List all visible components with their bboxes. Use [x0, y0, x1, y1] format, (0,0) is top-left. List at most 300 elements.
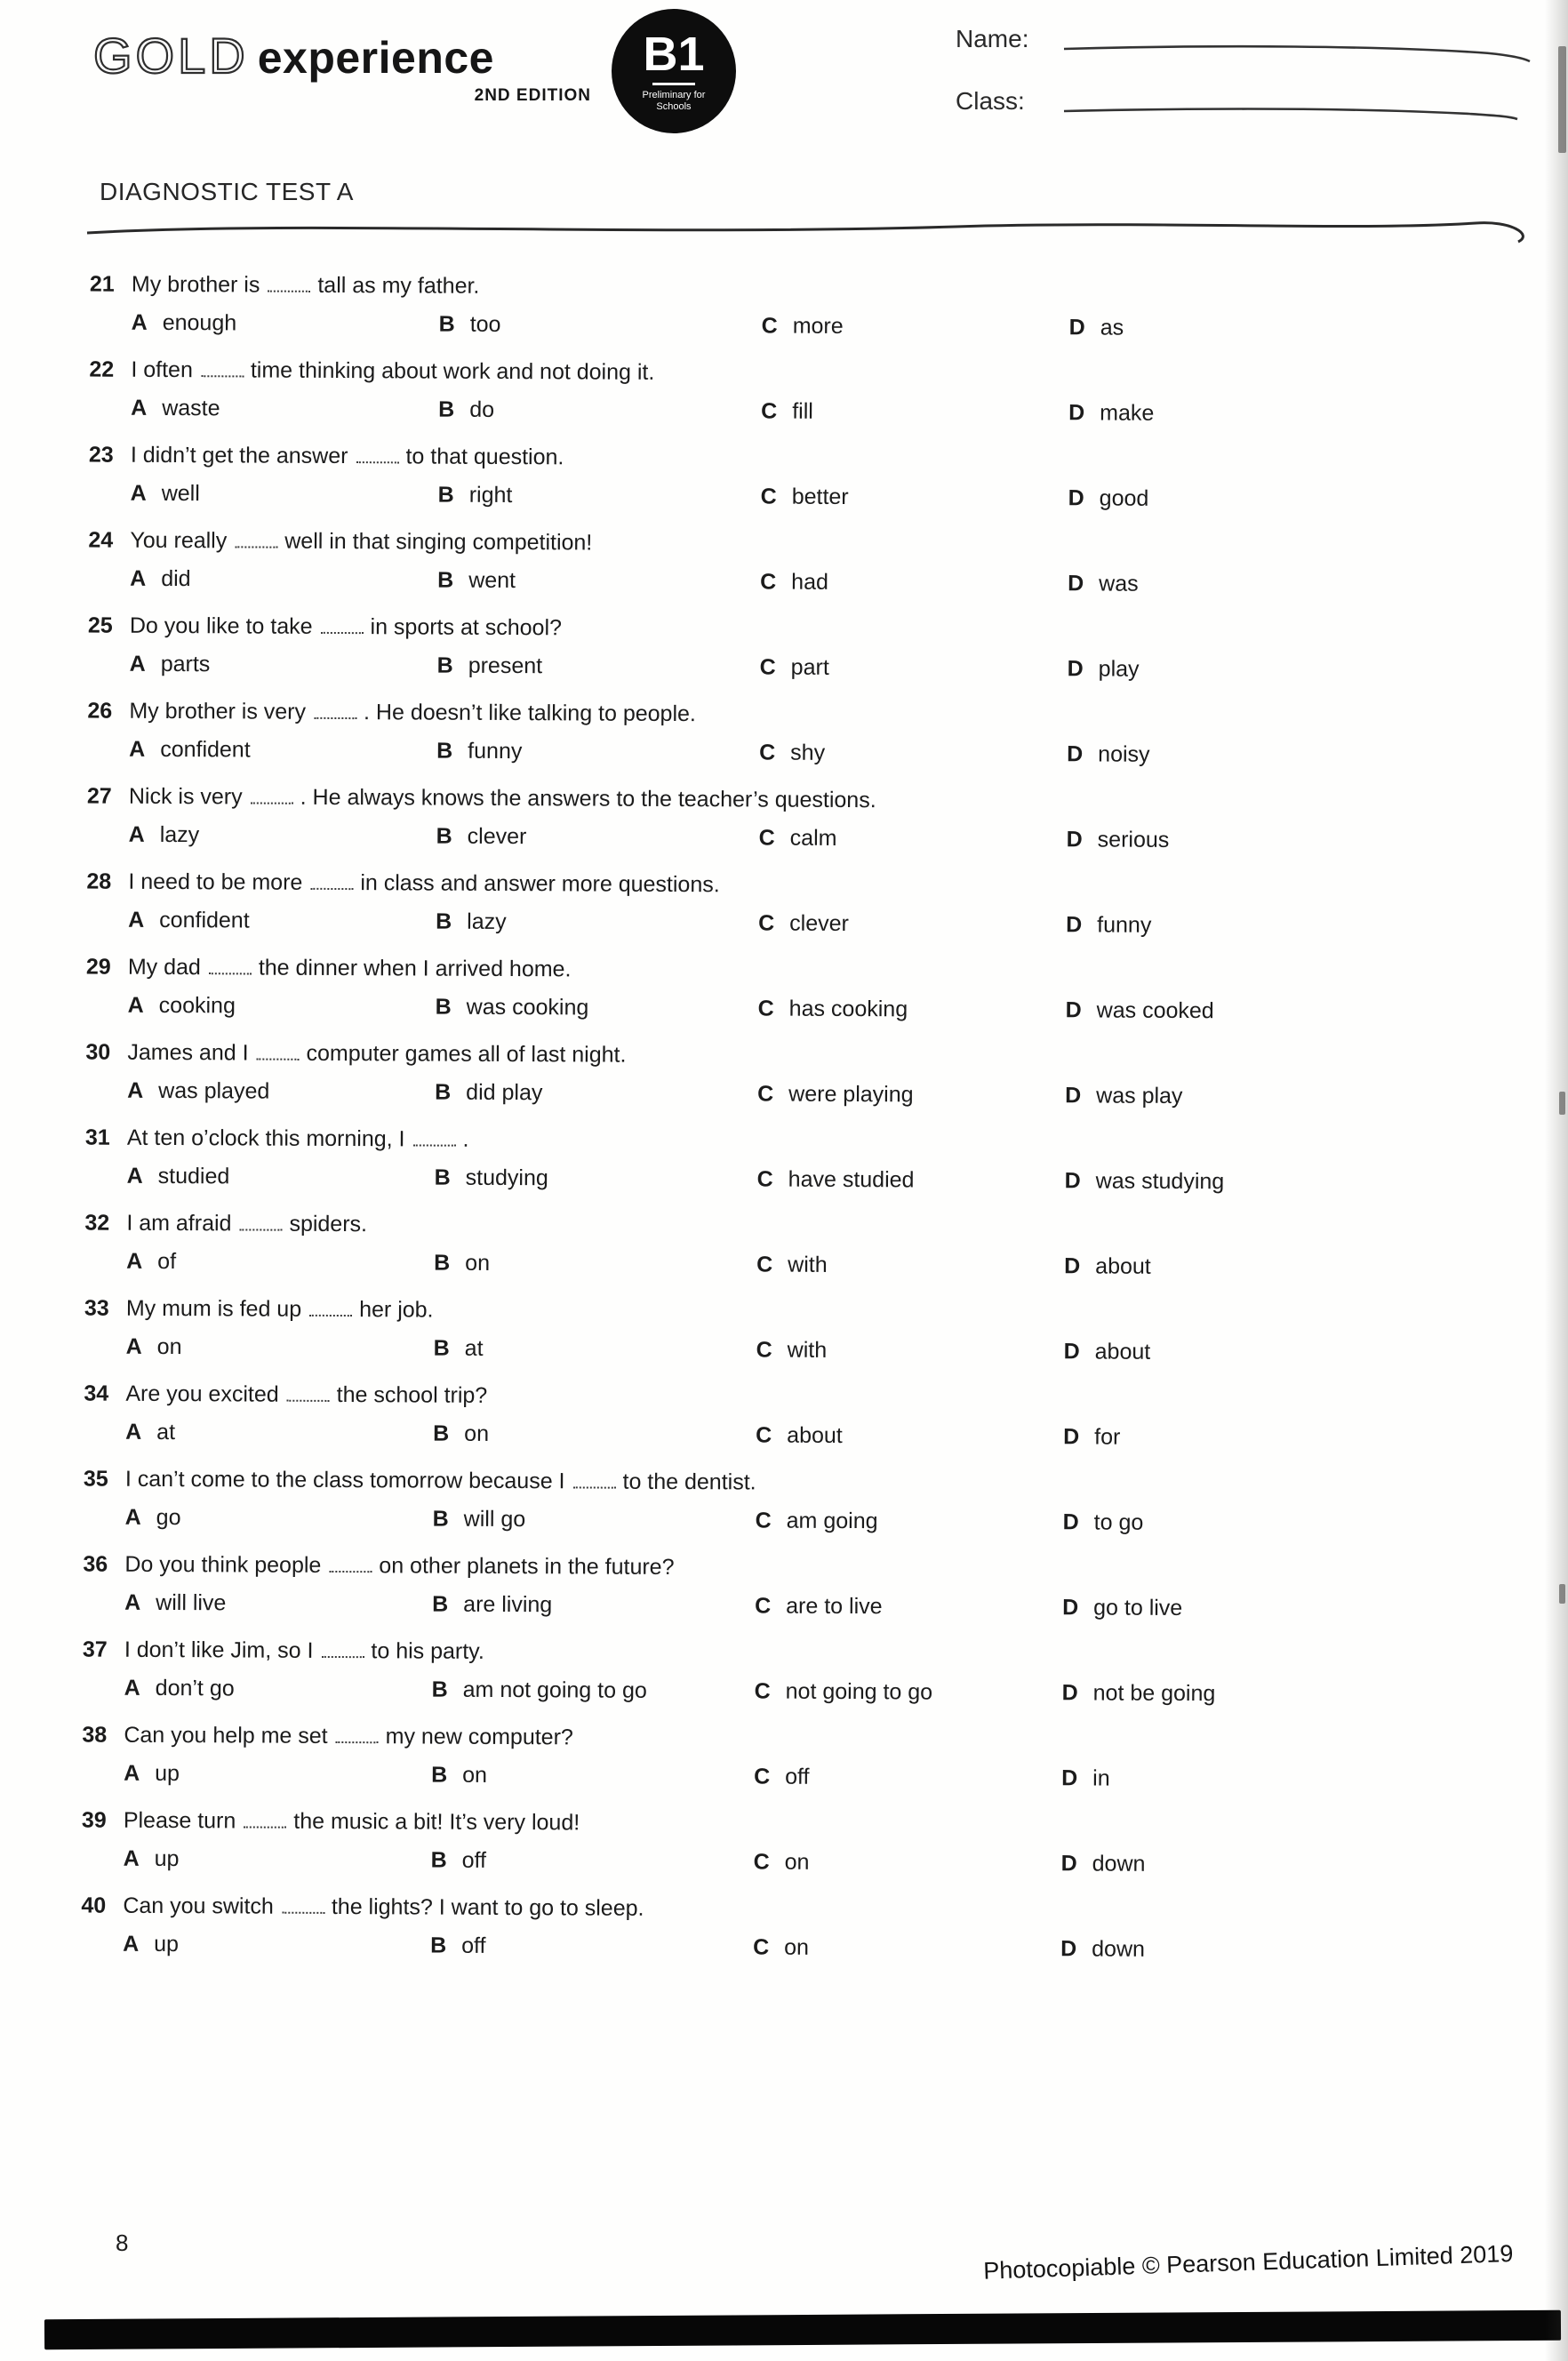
option-a-letter: A	[124, 1589, 141, 1615]
option-b-letter: B	[432, 1506, 449, 1532]
option-c	[757, 1164, 1065, 1196]
option-a	[128, 990, 436, 1022]
options-row	[124, 1588, 1531, 1625]
question-text-pre: James and I	[127, 1039, 249, 1066]
option-a-letter: A	[124, 1504, 141, 1530]
question-text-post: my new computer?	[385, 1724, 573, 1750]
option-b-text: studying	[465, 1164, 548, 1191]
option-d	[1066, 995, 1534, 1028]
option-b-letter: B	[436, 652, 453, 678]
question-text-post: spiders.	[289, 1211, 368, 1237]
question-item	[0, 610, 1536, 686]
option-d-text: about	[1095, 1253, 1151, 1279]
answer-blank	[572, 1470, 615, 1488]
option-b-letter: B	[434, 1164, 451, 1190]
option-c-text: not going to go	[785, 1678, 933, 1705]
option-a-letter: A	[130, 565, 147, 591]
option-c-letter: C	[756, 1422, 772, 1448]
option-a-text: go	[156, 1504, 181, 1531]
question-text	[128, 952, 1534, 989]
option-d-text: serious	[1097, 827, 1170, 852]
option-b-text: did play	[466, 1079, 543, 1106]
option-b	[437, 565, 760, 597]
options-row	[124, 1844, 1530, 1881]
question-item	[0, 1207, 1532, 1284]
option-b-letter: B	[436, 823, 452, 849]
gold-experience-logo	[93, 27, 591, 106]
answer-blank	[356, 445, 398, 463]
logo-experience-text: experience	[257, 33, 494, 83]
option-c	[757, 1078, 1065, 1110]
option-c	[761, 396, 1068, 428]
option-c-text: with	[788, 1252, 828, 1277]
option-d-letter: D	[1064, 1253, 1081, 1279]
options-row	[127, 1161, 1533, 1198]
option-b-text: too	[469, 311, 501, 337]
option-a	[124, 1758, 431, 1790]
question-number: 32	[84, 1210, 110, 1236]
logo-wordmark	[93, 27, 591, 84]
option-a-text: waste	[162, 395, 220, 421]
question-text	[124, 1805, 1530, 1843]
question-item	[0, 439, 1537, 516]
option-d-text: funny	[1097, 912, 1152, 938]
option-c-text: off	[785, 1764, 810, 1789]
option-a-letter: A	[130, 480, 147, 506]
option-a-text: was played	[158, 1077, 270, 1104]
question-item	[0, 1463, 1532, 1540]
option-c-letter: C	[760, 569, 777, 595]
option-a	[123, 1929, 430, 1961]
option-d	[1063, 1421, 1532, 1454]
option-d-text: about	[1094, 1339, 1151, 1365]
option-c	[759, 822, 1067, 854]
question-text-post: in class and answer more questions.	[360, 870, 720, 898]
question-item	[0, 866, 1534, 942]
option-c	[753, 1932, 1060, 1964]
option-d-letter: D	[1068, 400, 1085, 426]
option-a-letter: A	[125, 1419, 142, 1445]
option-d	[1064, 1336, 1532, 1369]
question-text-line	[0, 1805, 1530, 1843]
question-text	[132, 269, 1538, 307]
question-text-pre: I need to be more	[128, 868, 303, 895]
option-c-letter: C	[761, 313, 778, 339]
option-b-letter: B	[433, 1421, 450, 1446]
question-number: 39	[81, 1807, 107, 1833]
option-c	[758, 993, 1066, 1025]
option-a-letter: A	[131, 395, 148, 420]
question-text-pre: Can you switch	[123, 1893, 274, 1919]
option-b-letter: B	[431, 1762, 448, 1788]
question-text-post: to the dentist.	[622, 1469, 756, 1495]
option-d-letter: D	[1062, 1595, 1079, 1621]
question-number: 31	[84, 1124, 110, 1150]
answer-blank	[209, 956, 252, 974]
option-b	[439, 309, 762, 341]
option-d-letter: D	[1061, 1765, 1078, 1791]
options-row	[129, 734, 1535, 772]
option-a	[131, 478, 438, 510]
option-b	[434, 1333, 756, 1365]
option-c	[756, 1420, 1063, 1452]
option-a-text: don’t go	[155, 1675, 235, 1701]
option-a-text: on	[156, 1333, 182, 1360]
options-row	[126, 1246, 1532, 1284]
option-d-text: down	[1092, 1851, 1146, 1877]
option-b-text: on	[465, 1250, 491, 1276]
option-c-text: has cooking	[788, 996, 908, 1022]
question-text-pre: I didn’t get the answer	[130, 442, 348, 469]
option-d	[1068, 568, 1536, 601]
option-a-letter: A	[129, 651, 146, 676]
option-c-letter: C	[753, 1849, 770, 1875]
option-d-letter: D	[1062, 1509, 1079, 1535]
option-d	[1063, 1507, 1532, 1540]
option-c	[760, 566, 1068, 598]
question-text-post: . He doesn’t like talking to people.	[363, 700, 696, 727]
question-text	[124, 1635, 1531, 1672]
option-b-letter: B	[436, 908, 452, 934]
question-number: 24	[88, 527, 114, 553]
option-c	[754, 1846, 1061, 1878]
option-d	[1068, 483, 1537, 516]
option-a	[124, 1844, 431, 1876]
option-d-text: in	[1092, 1765, 1110, 1791]
question-text-pre: My brother is	[131, 271, 260, 298]
question-item	[0, 1036, 1533, 1113]
option-b	[433, 1504, 756, 1536]
option-b-text: do	[469, 396, 495, 422]
question-text-pre: I don’t like Jim, so I	[124, 1637, 314, 1663]
option-d-letter: D	[1068, 485, 1084, 511]
option-a	[128, 905, 436, 937]
question-number: 36	[83, 1551, 108, 1577]
option-d-text: noisy	[1098, 741, 1150, 767]
question-text-post: in sports at school?	[370, 614, 563, 641]
option-a-text: at	[156, 1419, 176, 1445]
question-item	[0, 354, 1537, 430]
question-number: 27	[86, 783, 112, 809]
option-a	[124, 1673, 432, 1705]
option-a	[131, 393, 438, 425]
question-text-post: tall as my father.	[317, 272, 480, 299]
option-c-text: am going	[786, 1508, 878, 1534]
option-d	[1061, 1848, 1530, 1881]
option-d-text: make	[1100, 400, 1155, 426]
option-b	[436, 907, 758, 939]
question-text	[125, 1379, 1532, 1416]
option-a	[129, 734, 436, 766]
option-b	[436, 821, 759, 853]
option-d	[1067, 739, 1535, 772]
question-text-line	[0, 1036, 1533, 1075]
option-d-letter: D	[1065, 997, 1082, 1023]
name-label: Name:	[956, 25, 1029, 52]
option-c-letter: C	[754, 1678, 771, 1704]
option-b-text: went	[468, 567, 516, 594]
option-a-letter: A	[124, 1760, 140, 1786]
option-c-text: on	[784, 1934, 810, 1960]
option-d	[1069, 312, 1538, 345]
option-b-letter: B	[434, 1250, 451, 1276]
option-c	[760, 652, 1068, 684]
option-a-letter: A	[128, 907, 145, 932]
option-d-text: to go	[1093, 1509, 1144, 1535]
option-a-letter: A	[131, 309, 148, 335]
option-d-text: for	[1094, 1424, 1121, 1450]
option-c-text: on	[784, 1849, 810, 1875]
option-a-letter: A	[124, 1675, 140, 1701]
question-item	[0, 1549, 1531, 1625]
question-text	[129, 696, 1535, 733]
question-text-pre: Please turn	[123, 1807, 236, 1834]
option-b-letter: B	[436, 738, 453, 764]
question-text-line	[0, 524, 1536, 563]
question-number: 22	[89, 356, 115, 382]
option-b	[436, 992, 758, 1024]
option-c	[756, 1334, 1064, 1366]
question-text-pre: My brother is very	[129, 698, 307, 724]
question-text-line	[0, 1463, 1532, 1501]
option-c-letter: C	[756, 1337, 772, 1363]
question-number: 29	[85, 954, 111, 980]
question-text	[124, 1720, 1530, 1757]
question-text-line	[0, 866, 1534, 904]
question-text	[127, 1123, 1533, 1160]
option-c-letter: C	[758, 910, 775, 936]
option-a-text: lazy	[159, 821, 200, 848]
option-a-text: up	[154, 1931, 180, 1957]
question-text-line	[0, 268, 1538, 307]
question-item	[0, 1122, 1533, 1198]
option-b-text: am not going to go	[462, 1677, 647, 1703]
option-d-letter: D	[1068, 571, 1084, 596]
question-item	[0, 268, 1538, 345]
question-text-pre: My dad	[127, 954, 201, 980]
option-b	[438, 480, 761, 512]
question-number: 21	[89, 271, 115, 297]
scan-edge-bar	[44, 2310, 1561, 2349]
option-d-text: was cooked	[1096, 997, 1214, 1024]
question-item	[0, 1890, 1529, 1966]
option-c-text: better	[791, 484, 849, 510]
answer-blank	[268, 275, 310, 292]
question-item	[0, 780, 1535, 857]
question-text-post: computer games all of last night.	[306, 1040, 627, 1068]
option-c-text: clever	[789, 910, 849, 937]
option-c	[755, 1590, 1062, 1622]
option-d	[1065, 1080, 1533, 1113]
option-d-letter: D	[1067, 656, 1084, 682]
question-text	[131, 355, 1537, 392]
option-b	[434, 1248, 756, 1280]
option-a-text: confident	[159, 907, 250, 933]
option-a-letter: A	[127, 992, 144, 1018]
option-a-letter: A	[126, 1248, 143, 1274]
question-number: 34	[84, 1381, 109, 1406]
options-row	[124, 1758, 1530, 1796]
question-text-post: the school trip?	[336, 1382, 488, 1408]
option-b-text: will go	[463, 1506, 526, 1533]
option-d	[1068, 653, 1536, 686]
option-d-text: play	[1098, 656, 1140, 682]
question-text-post: .	[462, 1126, 469, 1152]
option-d-letter: D	[1066, 827, 1083, 852]
option-b-text: was cooking	[466, 994, 589, 1020]
option-b	[431, 1845, 754, 1877]
question-text-post: well in that singing competition!	[284, 528, 593, 556]
option-a-text: up	[154, 1845, 180, 1872]
option-d-text: go to live	[1093, 1595, 1183, 1621]
option-c-letter: C	[756, 1252, 773, 1277]
question-text-line	[0, 1634, 1531, 1672]
question-text-post: the music a bit! It’s very loud!	[293, 1808, 580, 1836]
option-b	[435, 1163, 757, 1195]
options-row	[125, 1417, 1532, 1454]
question-item	[0, 695, 1535, 772]
question-text-pre: Can you help me set	[124, 1722, 328, 1749]
option-c-letter: C	[761, 398, 778, 424]
logo-gold-text: GOLD	[93, 28, 249, 84]
question-text-line	[0, 1549, 1531, 1587]
question-number: 40	[81, 1893, 107, 1918]
option-c-letter: C	[755, 1508, 772, 1533]
option-b	[438, 395, 761, 427]
option-d-text: not be going	[1092, 1680, 1216, 1707]
option-d-text: as	[1100, 315, 1124, 340]
question-text-line	[0, 780, 1535, 819]
answer-blank	[235, 530, 277, 548]
option-d-text: was studying	[1095, 1168, 1225, 1195]
question-text	[124, 1549, 1531, 1587]
option-b	[431, 1760, 754, 1792]
options-row	[130, 649, 1536, 686]
answer-blank	[412, 1128, 455, 1146]
option-b	[430, 1931, 753, 1963]
option-a-text: studied	[157, 1163, 230, 1189]
option-a-letter: A	[128, 821, 145, 847]
option-c-letter: C	[759, 654, 776, 680]
option-c-text: part	[790, 654, 829, 680]
scan-edge-mark	[1559, 1584, 1565, 1604]
option-a	[126, 1332, 434, 1364]
question-number: 30	[85, 1039, 111, 1065]
options-row	[131, 478, 1537, 516]
option-b	[433, 1419, 756, 1451]
question-text-line	[0, 610, 1536, 648]
name-write-line	[1062, 43, 1532, 66]
question-number: 38	[82, 1722, 108, 1748]
option-a-text: of	[157, 1248, 177, 1275]
question-number: 25	[87, 612, 113, 638]
option-d-letter: D	[1063, 1424, 1080, 1450]
option-d-text: was	[1099, 571, 1139, 596]
option-d	[1062, 1592, 1531, 1625]
options-row	[124, 1673, 1531, 1710]
option-d	[1061, 1763, 1530, 1796]
option-b-letter: B	[435, 1079, 452, 1105]
question-text	[130, 525, 1536, 563]
question-text-post: the lights? I want to go to sleep.	[331, 1893, 644, 1921]
answer-blank	[314, 701, 356, 719]
question-text	[126, 1208, 1532, 1245]
option-c-text: calm	[789, 825, 837, 851]
option-a	[125, 1502, 433, 1534]
option-c-letter: C	[756, 1166, 773, 1192]
option-d	[1067, 824, 1535, 857]
question-text-pre: I often	[131, 356, 193, 383]
question-number: 23	[88, 442, 114, 468]
option-c-text: had	[791, 569, 829, 595]
option-c-text: fill	[792, 398, 813, 424]
option-c-text: more	[792, 313, 844, 339]
option-c	[756, 1505, 1063, 1537]
option-a-text: cooking	[158, 992, 236, 1019]
question-text	[128, 867, 1534, 904]
option-b-letter: B	[435, 994, 452, 1020]
option-b	[437, 651, 760, 683]
option-b	[436, 736, 759, 768]
option-a	[127, 1161, 435, 1193]
option-d	[1060, 1933, 1529, 1966]
option-d-letter: D	[1063, 1339, 1080, 1365]
option-a	[129, 820, 436, 852]
option-c-letter: C	[760, 484, 777, 509]
option-a-letter: A	[123, 1931, 140, 1957]
option-d-letter: D	[1066, 912, 1083, 938]
answer-blank	[287, 1384, 330, 1402]
question-text-post: . He always knows the answers to the teacher’s questions.	[300, 784, 876, 813]
question-item	[0, 951, 1534, 1028]
option-d-letter: D	[1060, 1936, 1077, 1962]
option-b-text: lazy	[467, 908, 507, 934]
question-text-pre: My mum is fed up	[125, 1295, 302, 1322]
options-row	[129, 820, 1535, 857]
option-a	[132, 308, 439, 340]
question-item	[0, 1719, 1530, 1796]
question-number: 26	[87, 698, 113, 724]
options-row	[131, 393, 1537, 430]
question-text-line	[0, 1207, 1532, 1245]
option-a-text: parts	[160, 651, 211, 677]
option-c-text: were playing	[788, 1081, 914, 1108]
option-c-text: are to live	[786, 1593, 883, 1620]
copyright-notice: Photocopiable © Pearson Education Limited 2019	[982, 2240, 1514, 2285]
question-text-pre: Are you excited	[125, 1381, 279, 1407]
option-a	[124, 1588, 432, 1620]
question-text-post: to that question.	[405, 444, 564, 470]
option-c-text: about	[787, 1422, 843, 1448]
b1-level-badge	[612, 9, 736, 133]
class-label: Class:	[956, 87, 1025, 115]
options-row	[123, 1929, 1529, 1966]
options-row	[125, 1502, 1532, 1540]
title-underline	[84, 212, 1546, 251]
option-b-text: funny	[468, 738, 523, 764]
options-row	[132, 308, 1538, 345]
option-a	[126, 1246, 434, 1278]
question-text-post: her job.	[359, 1297, 434, 1323]
options-row	[130, 564, 1536, 601]
question-text-post: time thinking about work and not doing it.	[250, 357, 655, 385]
answer-blank	[336, 1725, 379, 1743]
question-text-line	[0, 1378, 1532, 1416]
question-text	[131, 440, 1537, 477]
logo-edition-text: 2ND EDITION	[474, 86, 591, 105]
option-c	[758, 908, 1066, 940]
scan-edge-mark	[1559, 1092, 1565, 1115]
